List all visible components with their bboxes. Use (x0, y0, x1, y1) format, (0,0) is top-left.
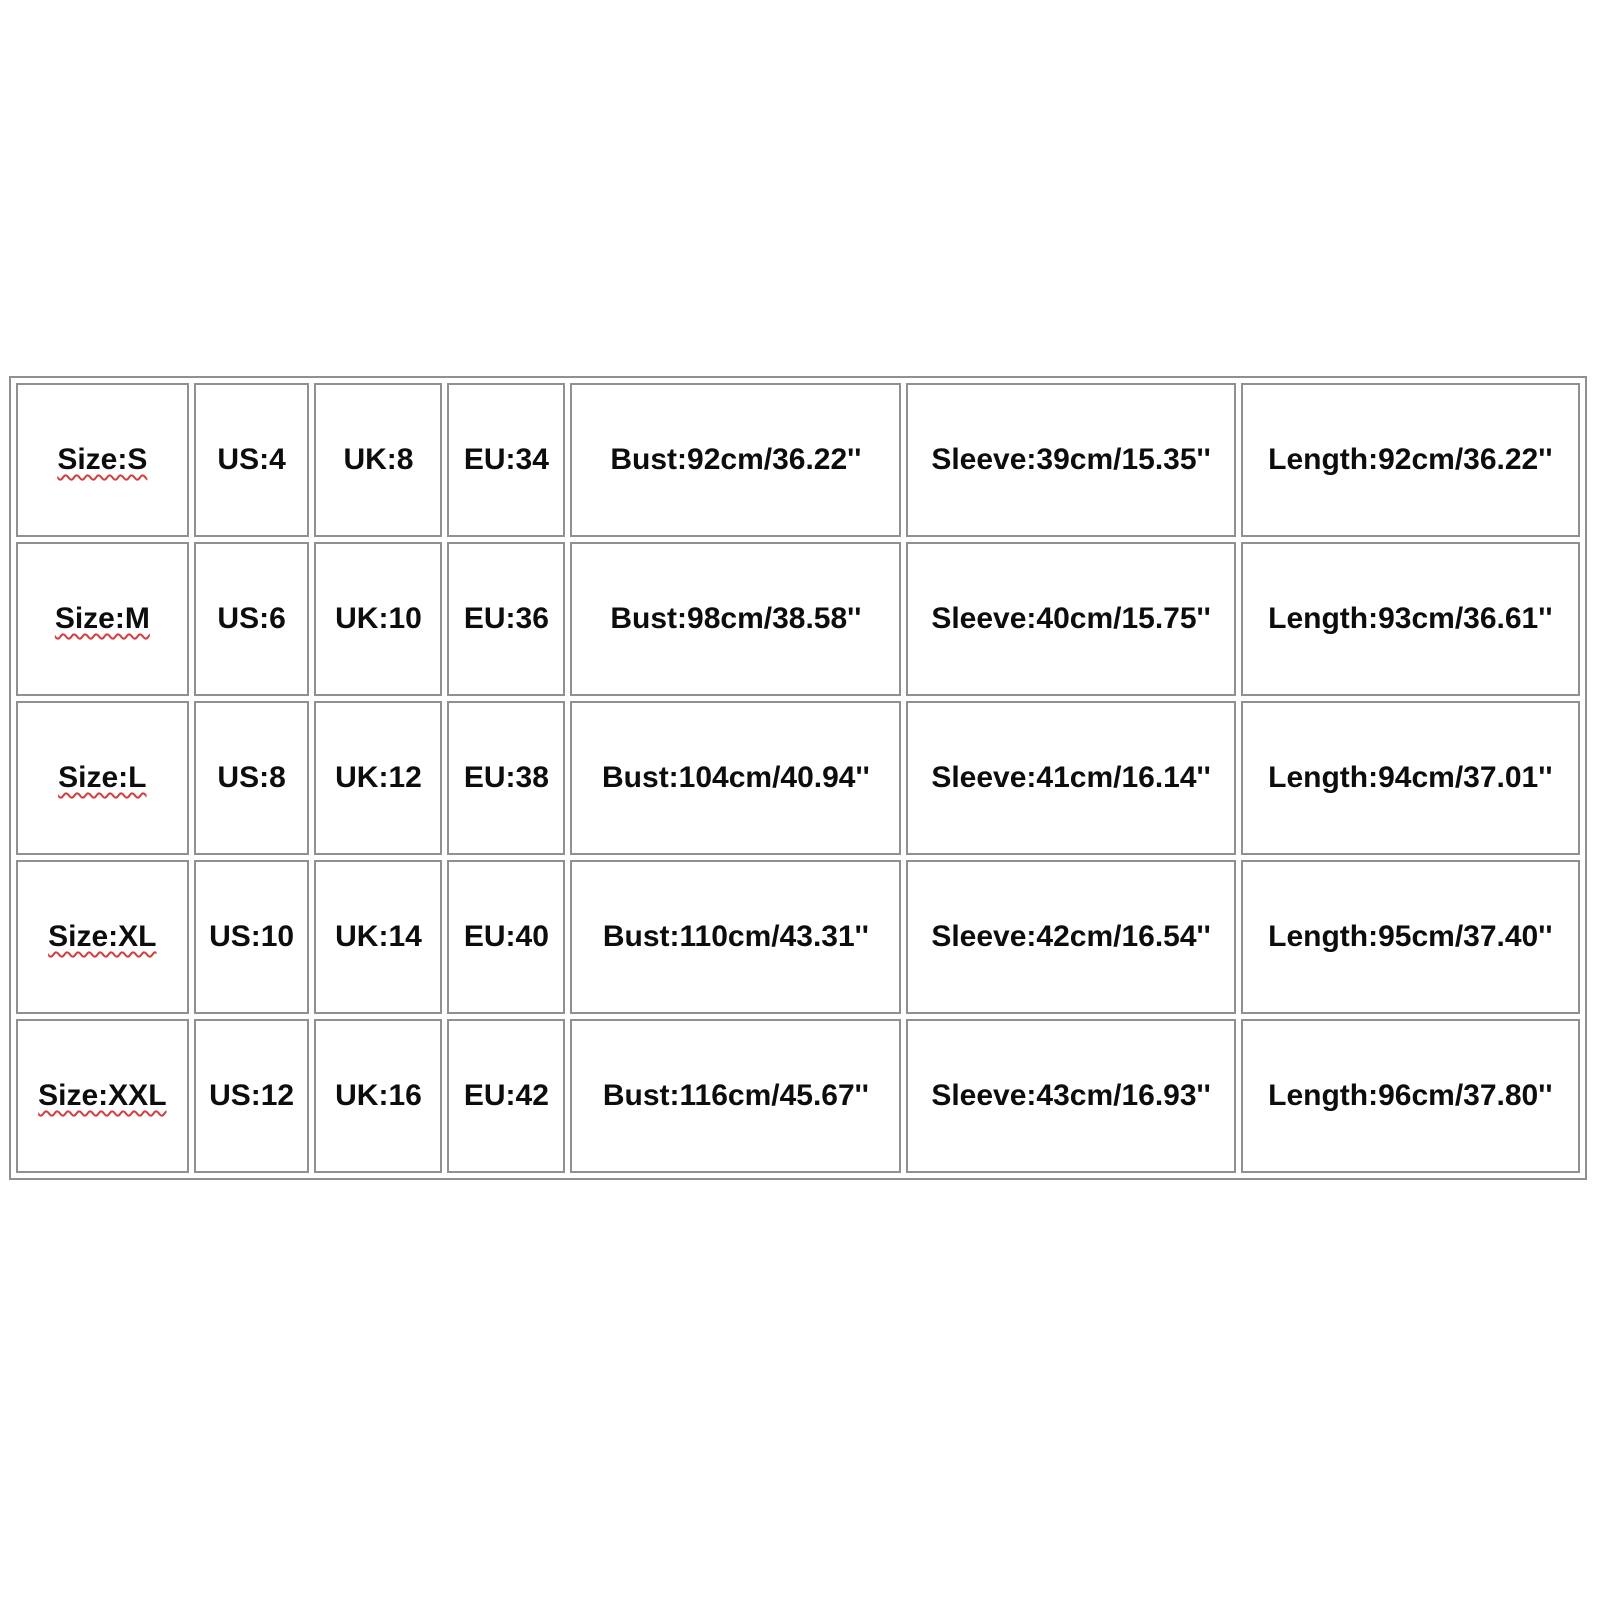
sleeve-cell: Sleeve:43cm/16.93'' (906, 1019, 1235, 1173)
sleeve-cell: Sleeve:41cm/16.14'' (906, 701, 1235, 855)
size-label: Size:XL (48, 920, 157, 953)
length-cell: Length:96cm/37.80'' (1241, 1019, 1580, 1173)
bust-cell: Bust:104cm/40.94'' (570, 701, 901, 855)
size-chart (9, 376, 1589, 1180)
size-row (16, 701, 1580, 855)
us-size-cell: US:6 (194, 542, 310, 696)
size-label: Size:XXL (38, 1079, 167, 1112)
eu-size-cell: EU:38 (447, 701, 565, 855)
size-cell (16, 383, 189, 537)
length-cell: Length:92cm/36.22'' (1241, 383, 1580, 537)
eu-size-cell: EU:42 (447, 1019, 565, 1173)
uk-size-cell: UK:14 (314, 860, 442, 1014)
size-chart-table (9, 376, 1587, 1180)
us-size-cell: US:12 (194, 1019, 310, 1173)
size-label: Size:L (58, 761, 147, 794)
length-cell: Length:94cm/37.01'' (1241, 701, 1580, 855)
us-size-cell: US:8 (194, 701, 310, 855)
eu-size-cell: EU:34 (447, 383, 565, 537)
bust-cell: Bust:92cm/36.22'' (570, 383, 901, 537)
us-size-cell: US:4 (194, 383, 310, 537)
bust-cell: Bust:116cm/45.67'' (570, 1019, 901, 1173)
us-size-cell: US:10 (194, 860, 310, 1014)
sleeve-cell: Sleeve:40cm/15.75'' (906, 542, 1235, 696)
size-row (16, 860, 1580, 1014)
size-cell (16, 1019, 189, 1173)
eu-size-cell: EU:36 (447, 542, 565, 696)
size-row (16, 542, 1580, 696)
length-cell: Length:93cm/36.61'' (1241, 542, 1580, 696)
size-cell (16, 542, 189, 696)
size-label: Size:S (57, 443, 148, 476)
size-cell (16, 701, 189, 855)
size-row (16, 1019, 1580, 1173)
uk-size-cell: UK:10 (314, 542, 442, 696)
sleeve-cell: Sleeve:39cm/15.35'' (906, 383, 1235, 537)
sleeve-cell: Sleeve:42cm/16.54'' (906, 860, 1235, 1014)
size-row (16, 383, 1580, 537)
uk-size-cell: UK:16 (314, 1019, 442, 1173)
uk-size-cell: UK:12 (314, 701, 442, 855)
eu-size-cell: EU:40 (447, 860, 565, 1014)
uk-size-cell: UK:8 (314, 383, 442, 537)
size-cell (16, 860, 189, 1014)
length-cell: Length:95cm/37.40'' (1241, 860, 1580, 1014)
size-chart-body (16, 383, 1580, 1173)
bust-cell: Bust:98cm/38.58'' (570, 542, 901, 696)
size-label: Size:M (54, 602, 150, 635)
bust-cell: Bust:110cm/43.31'' (570, 860, 901, 1014)
